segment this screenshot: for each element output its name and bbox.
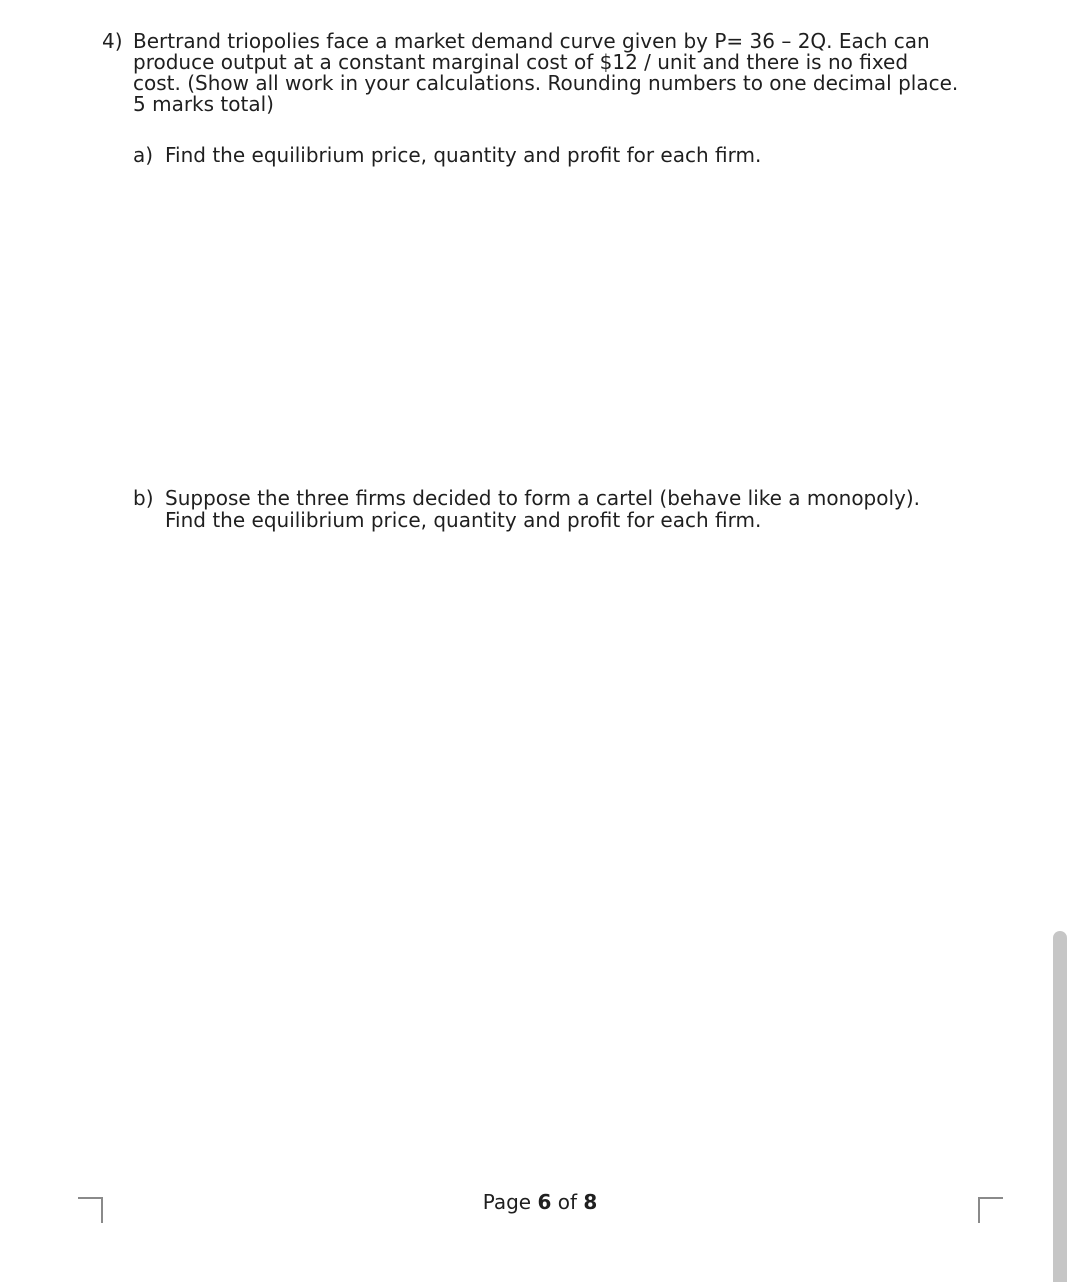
part-a-label: a)	[133, 143, 154, 167]
scrollbar-thumb[interactable]	[1053, 931, 1067, 1282]
part-b-text	[165, 487, 920, 531]
part-b-line: Suppose the three firms decided to form a cartel (behave like a monopoly).	[165, 486, 921, 510]
question-line: cost. (Show all work in your calculations. Rounding numbers to one decimal place.	[133, 71, 959, 95]
page-word: Page	[482, 1190, 532, 1214]
question-text	[133, 31, 993, 115]
question-number: 4)	[102, 29, 123, 53]
question-line: Bertrand triopolies face a market demand curve given by P= 36 – 2Q. Each can	[133, 29, 930, 53]
part-b-label: b)	[133, 486, 154, 510]
of-word: of	[557, 1190, 578, 1214]
question-line: 5 marks total)	[133, 92, 274, 116]
page-footer	[0, 1188, 1080, 1216]
question-line: produce output at a constant marginal cost of $12 / unit and there is no fixed	[133, 50, 909, 74]
total-pages-number: 8	[583, 1190, 598, 1214]
current-page-number: 6	[537, 1190, 552, 1214]
part-a-text: Find the equilibrium price, quantity and profit for each firm.	[165, 143, 762, 167]
part-b-line: Find the equilibrium price, quantity and profit for each firm.	[165, 508, 762, 532]
